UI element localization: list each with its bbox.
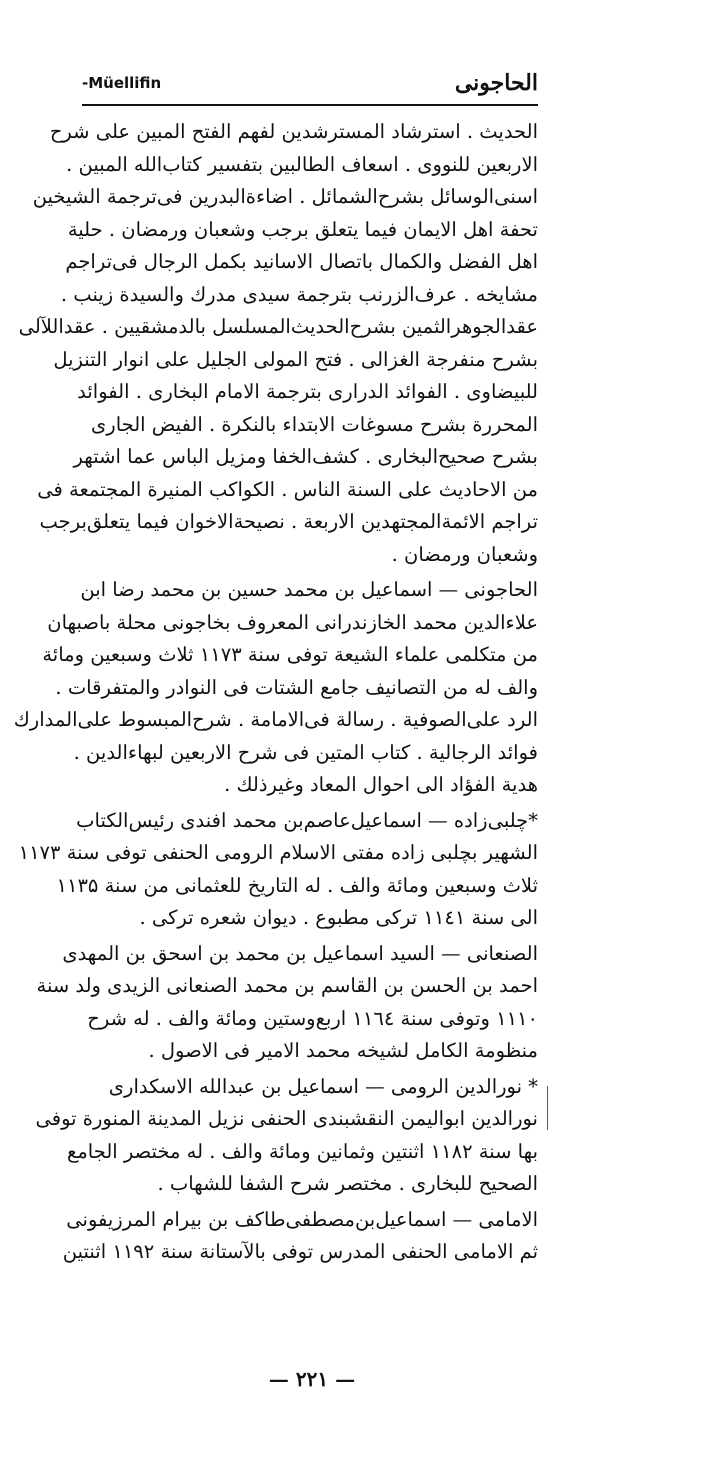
text-line: الصحیح للبخاری . مختصر شرح الشفا للشهاب . <box>157 1172 538 1195</box>
text-line: للبیضاوی . الفوائد الدراری بترجمة الامام البخاری . الفوائد <box>77 380 538 403</box>
header-right-text: الحاجونی <box>454 70 538 96</box>
margin-mark <box>547 1086 548 1130</box>
text-line: الحدیث . استرشاد المسترشدین لفهم الفتح المبین علی شرح <box>49 120 538 143</box>
text-line: ۱۱۱۰ وتوفی سنة ۱۱٦٤ اربع‌وستین ومائة والف . له شرح <box>87 1006 538 1030</box>
text-line: اهل الفضل والکمال باتصال الاسانید بکمل الرجال فی‌تراجم <box>65 250 538 273</box>
text-line: الاربعین للنووی . اسعاف الطالبین بتفسیر کتاب‌الله المبین . <box>66 152 538 176</box>
text-line: عقدالجوهرالثمین بشرح‌الحدیث‌المسلسل بالدمشقیین . عقداللآلی <box>18 315 538 338</box>
text-line: وشعبان ورمضان . <box>391 542 538 566</box>
text-line: منظومة الکامل لشیخه محمد الامیر فی الاصول . <box>148 1039 538 1062</box>
text-line: علاءالدین محمد الخازندرانی المعروف بخاجونی محلة باصبهان <box>47 610 538 634</box>
text-line: *چلبی‌زاده — اسماعیل‌عاصم‌بن محمد افندی رئیس‌الکتاب <box>76 808 538 832</box>
text-line: بشرح منفرجة الغزالی . فتح المولی الجلیل علی انوار التنزیل <box>53 347 538 371</box>
entry-paragraph <box>18 116 538 571</box>
text-line: تراجم الائمة‌المجتهدین الاربعة . نصیحة‌الاخوان فیما یتعلق‌برجب <box>39 510 538 533</box>
header-left-text: -Müellifin <box>82 74 162 92</box>
text-line: * نورالدین الرومی — اسماعیل بن عبدالله الاسکداری <box>108 1074 538 1098</box>
entry-paragraph <box>13 574 538 802</box>
running-header <box>82 68 538 106</box>
text-line: الصنعانی — السید اسماعیل بن محمد بن اسحق بن المهدی <box>62 941 538 965</box>
text-line: من الاحادیث علی السنة الناس . الکواکب المنیرة المجتمعة فی <box>37 477 538 501</box>
text-line: تحفة اهل الایمان فیما یتعلق برجب وشعبان ورمضان . حلیة <box>67 217 538 241</box>
text-line: احمد بن الحسن بن القاسم بن محمد الصنعانی الزیدی ولد سنة <box>36 974 538 997</box>
entry-paragraph <box>18 805 538 935</box>
text-line: بها سنة ۱۱۸۲ اثنتین وثمانین ومائة والف . له مختصر الجامع <box>66 1139 538 1163</box>
entry-paragraph <box>36 938 538 1068</box>
text-line: الحاجونی — اسماعیل بن محمد حسین بن محمد رضا ابن <box>80 578 538 601</box>
text-line: من متکلمی علماء الشیعة توفی سنة ۱۱۷۳ ثلاث وسبعین ومائة <box>42 643 538 666</box>
page-body <box>13 116 538 1269</box>
text-line: ثم الامامی الحنفی المدرس توفی بالآستانة سنة ۱۱۹۲ اثنتین <box>62 1240 538 1263</box>
text-line: المحررة بشرح مسوغات الابتداء بالنکرة . الفیض الجاری <box>91 412 538 436</box>
text-line: بشرح صحیح‌البخاری . کشف‌الخفا ومزیل الباس عما اشتهر <box>73 445 538 468</box>
text-line: نورالدین ابوالیمن النقشبندی الحنفی نزیل المدینة المنورة توفی <box>35 1107 538 1130</box>
text-line: اسنی‌الوسائل بشرح‌الشمائل . اضاءة‌البدرین فی‌ترجمة الشیخین <box>32 185 538 208</box>
text-line: الی سنة ۱۱٤۱ ترکی مطبوع . دیوان شعره ترکی . <box>139 906 538 929</box>
text-line: هدیة الفؤاد الی احوال المعاد وغیرذلك . <box>224 773 538 796</box>
text-line: الامامی — اسماعیل‌بن‌مصطفی‌طاکف بن بیرام المرزیفونی <box>66 1207 538 1231</box>
text-line: مشایخه . عرف‌الزرنب بترجمة سیدی مدرك والسیدة زینب . <box>60 282 538 306</box>
entry-paragraph <box>35 1071 538 1201</box>
text-line: فوائد الرجالیة . کتاب المتین فی شرح الاربعین لبهاءالدین . <box>73 740 538 764</box>
text-line: والف له من التصانیف جامع الشتات فی النوادر والمتفرقات . <box>55 675 538 699</box>
entry-paragraph <box>62 1204 538 1269</box>
text-line: الشهیر بچلبی زاده مفتی الاسلام الرومی الحنفی توفی سنة ۱۱۷۳ <box>18 841 538 864</box>
page-number: — ۲۲۱ — <box>268 1367 356 1391</box>
text-line: ثلاث وسبعین ومائة والف . له التاریخ للعثمانی من سنة ۱۱۳۵ <box>56 873 538 897</box>
text-line: الرد علی‌الصوفیة . رسالة فی‌الامامة . شرح‌المبسوط علی‌المدارك <box>13 708 538 731</box>
